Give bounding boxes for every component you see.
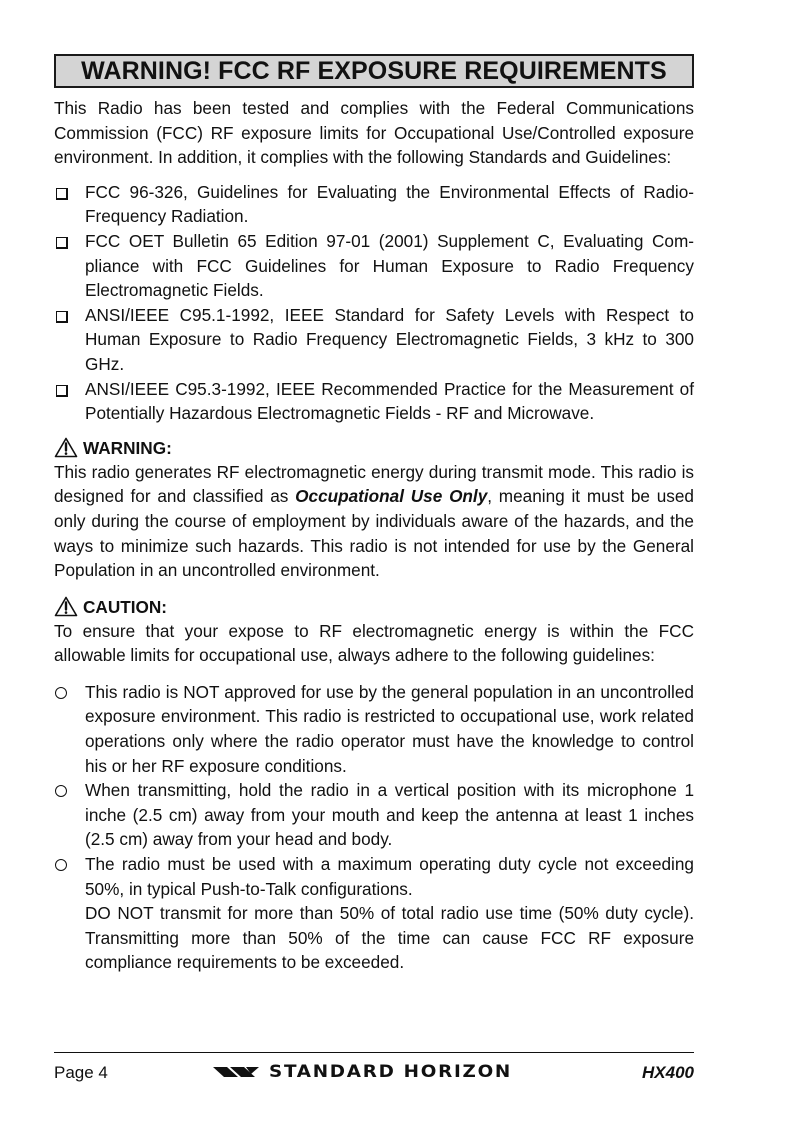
- list-item: ANSI/IEEE C95.3-1992, IEEE Recommended Practice for the Measurement of Potentially Hazardous Electromagnetic Fields - RF and Microwave.: [54, 377, 694, 426]
- list-item: ANSI/IEEE C95.1-1992, IEEE Standard for Safety Levels with Respect to Human Exposure to Radio Frequency Electromagnetic Fields, 3 kHz to 300 GHz.: [54, 303, 694, 377]
- standards-list: [54, 180, 694, 426]
- page-title: WARNING! FCC RF EXPOSURE REQUIREMENTS: [54, 54, 694, 88]
- standard-horizon-logo-mark: [211, 1064, 261, 1080]
- caution-paragraph: To ensure that your expose to RF electromagnetic energy is within the FCC allowable limits for occupational use, always adhere to the following guidelines:: [54, 620, 694, 666]
- square-bullet-icon: [56, 385, 68, 397]
- manual-page: [54, 54, 694, 975]
- intro-paragraph: This Radio has been tested and complies with the Federal Communications Commission (FCC) RF exposure limits for Occupational Use/Controlled exposure environment. In addition, it complies with the following Standards and Guidelines:: [54, 98, 694, 168]
- square-bullet-icon: [56, 188, 68, 200]
- brand-name: STANDARD HORIZON: [269, 1062, 512, 1082]
- warning-heading: WARNING:: [54, 436, 694, 460]
- circle-bullet-icon: [55, 687, 67, 699]
- list-item: When transmitting, hold the radio in a vertical position with its microphone 1 inche (2.5 cm) away from your mouth and keep the antenna at least 1 inches (2.5 cm) away from your head and body.: [54, 778, 694, 852]
- page-number: Page 4: [54, 1063, 108, 1082]
- model-name: HX400: [642, 1063, 694, 1082]
- list-item: The radio must be used with a maximum operating duty cycle not exceeding 50%, in typical Push-to-Talk configurations. DO NOT transmit for more than 50% of total radio use time (50% duty cycle). Transmitting more than 50% of the time can cause FCC RF exposure compliance requirements to be exceeded.: [54, 852, 694, 975]
- list-item: FCC OET Bulletin 65 Edition 97-01 (2001) Supplement C, Evaluating Compliance with FCC Guidelines for Human Exposure to Radio Frequency Electromagnetic Fields.: [54, 229, 694, 303]
- occupational-use-emphasis: Occupational Use Only: [295, 486, 488, 507]
- warning-triangle-icon: [54, 437, 78, 458]
- square-bullet-icon: [56, 311, 68, 323]
- list-item: FCC 96-326, Guidelines for Evaluating the Environmental Effects of Radio-Frequency Radiation.: [54, 180, 694, 229]
- square-bullet-icon: [56, 237, 68, 249]
- circle-bullet-icon: [55, 785, 67, 797]
- brand-logo: [211, 1062, 512, 1082]
- circle-bullet-icon: [55, 859, 67, 871]
- list-item: This radio is NOT approved for use by the general population in an uncontrolled exposure environment. This radio is restricted to occupational use, work related operations only where the radio operator must have the knowledge to control his or her RF exposure conditions.: [54, 680, 694, 778]
- caution-list: [54, 680, 694, 975]
- caution-heading: CAUTION:: [54, 595, 694, 619]
- warning-triangle-icon: [54, 596, 78, 617]
- warning-paragraph: This radio generates RF electromagnetic energy during transmit mode. This radio is designed for and classified as Occupational Use Only, meaning it must be used only during the course of employment by individuals aware of the hazards, and the ways to minimize such hazards. This radio is not intended for use by the General Population in an uncontrolled environment.: [54, 461, 694, 581]
- page-footer: [54, 1052, 694, 1089]
